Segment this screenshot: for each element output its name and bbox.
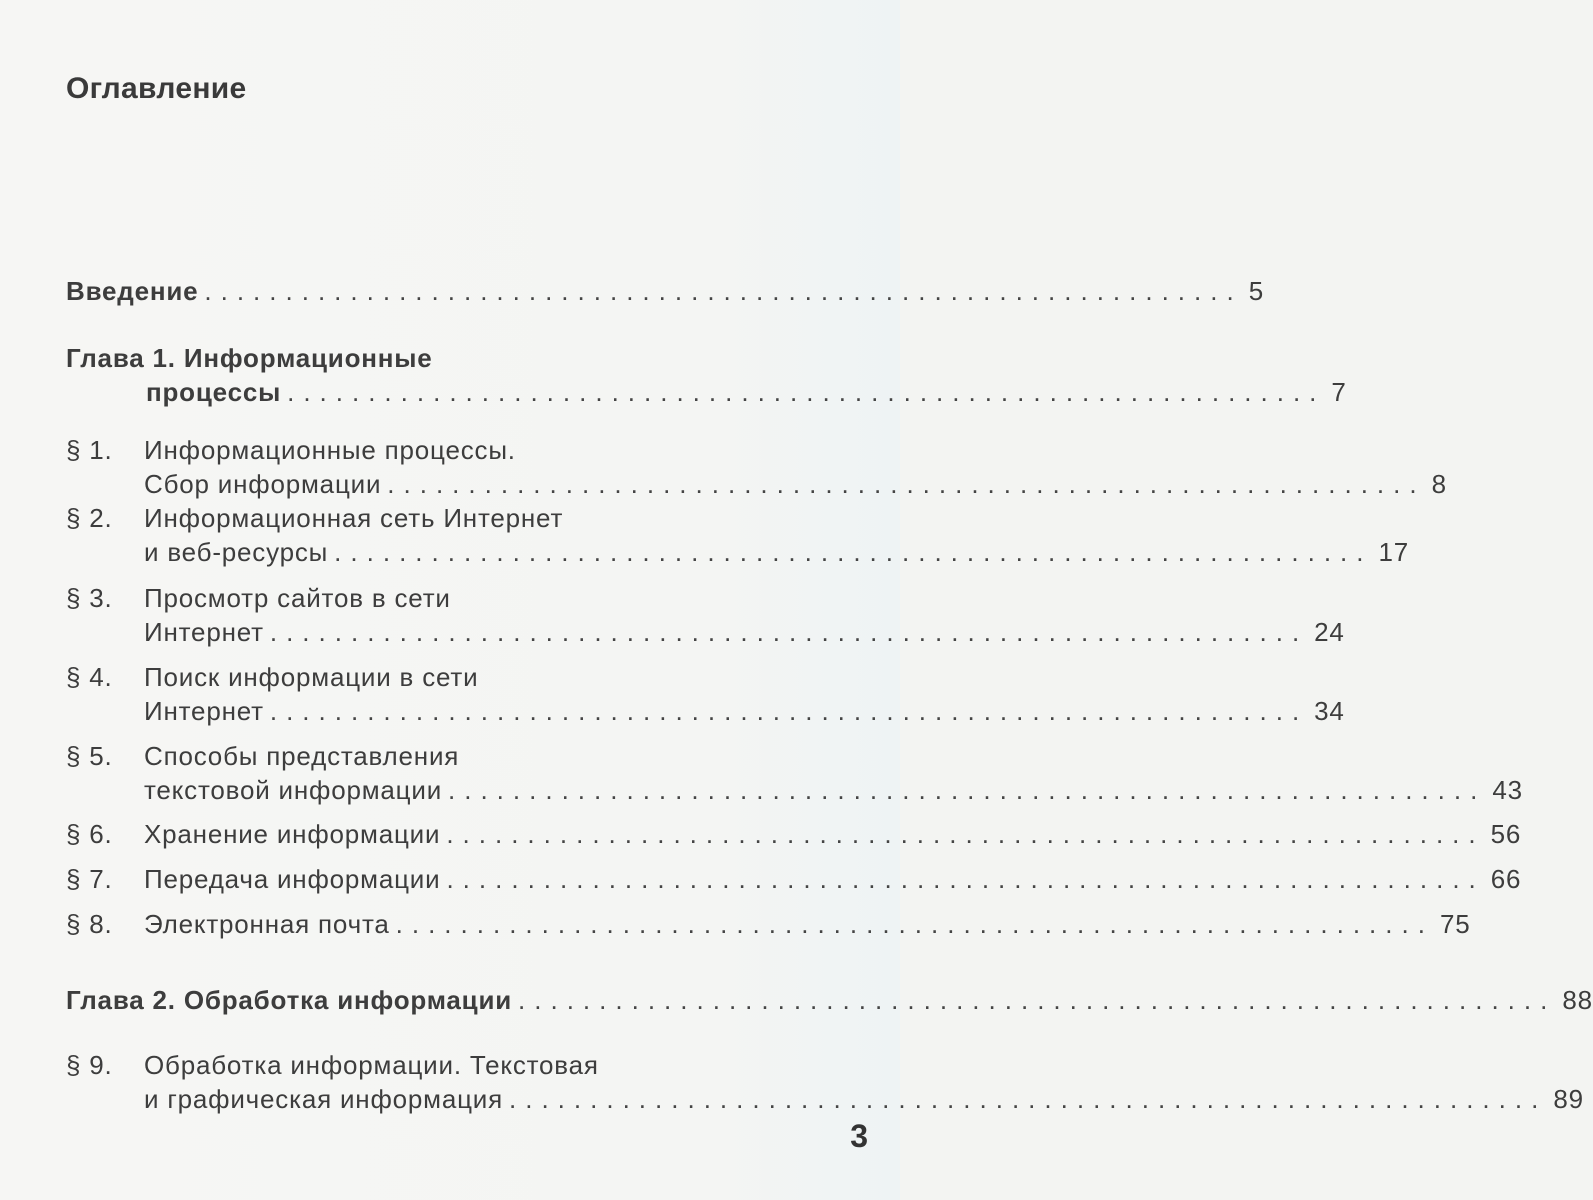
leader-dots: ................................................................ — [448, 775, 1487, 805]
toc-page-number: 56 — [1490, 819, 1522, 849]
toc-entry-section-2[interactable] — [66, 503, 1410, 571]
section-title-cont: и графическая информация — [144, 1084, 504, 1114]
toc-page-number: 8 — [1431, 469, 1447, 499]
leader-dots: ................................................................ — [446, 864, 1485, 894]
section-number: § 8. — [66, 909, 113, 939]
section-title: Поиск информации в сети — [144, 662, 479, 692]
section-title-cont: и веб-ресурсы — [144, 537, 329, 567]
toc-page-number: 24 — [1314, 617, 1345, 647]
leader-dots: ................................................................ — [509, 1084, 1548, 1114]
leader-dots: ................................................................ — [387, 469, 1426, 499]
section-title: Электронная почта — [144, 909, 390, 939]
leader-dots: ................................................................ — [204, 276, 1243, 306]
leader-dots: ................................................................ — [395, 909, 1434, 939]
section-title: Информационная сеть Интернет — [144, 503, 564, 533]
toc-page-number: 88 — [1562, 985, 1593, 1015]
page-number: 3 — [850, 1118, 868, 1154]
toc-entry-chapter-2[interactable] — [66, 985, 1593, 1019]
section-number: § 2. — [66, 503, 113, 533]
leader-dots: ................................................................ — [287, 377, 1326, 407]
toc-entry-section-9[interactable] — [66, 1050, 1584, 1118]
toc-chapter-title-cont: процессы — [146, 377, 282, 407]
section-number: § 7. — [66, 864, 113, 894]
toc-entry-section-5[interactable] — [66, 741, 1523, 809]
toc-entry-section-7[interactable] — [66, 864, 1522, 898]
leader-dots: ................................................................ — [269, 696, 1309, 726]
toc-entry-chapter-1[interactable] — [66, 343, 1347, 411]
toc-page-number: 75 — [1439, 909, 1471, 939]
leader-dots: ................................................................ — [518, 985, 1557, 1015]
section-title: Просмотр сайтов в сети — [144, 583, 451, 613]
toc-entry-section-1[interactable] — [66, 435, 1447, 503]
leader-dots: ................................................................ — [334, 537, 1373, 567]
section-title-cont: Сбор информации — [144, 469, 382, 499]
toc-page-number: 89 — [1553, 1084, 1584, 1114]
toc-entry-section-3[interactable] — [66, 583, 1345, 651]
toc-entry-section-4[interactable] — [66, 662, 1345, 730]
toc-entry-title: Введение — [66, 276, 199, 306]
toc-chapter-title: Глава 1. Информационные — [66, 343, 433, 373]
toc-entry-section-6[interactable] — [66, 819, 1522, 853]
toc-page-number: 5 — [1248, 276, 1264, 306]
section-title-cont: текстовой информации — [144, 775, 443, 805]
section-title: Способы представления — [144, 741, 460, 771]
section-number: § 6. — [66, 819, 113, 849]
page-title: Оглавление — [66, 72, 247, 105]
toc-chapter-title: Глава 2. Обработка информации — [66, 985, 513, 1015]
section-number: § 1. — [66, 435, 113, 465]
leader-dots: ................................................................ — [269, 617, 1309, 647]
section-title: Передача информации — [144, 864, 441, 894]
toc-page-number: 34 — [1314, 696, 1345, 726]
section-title: Информационные процессы. — [144, 435, 516, 465]
section-title: Хранение информации — [144, 819, 441, 849]
section-number: § 9. — [66, 1050, 113, 1080]
section-title-cont: Интернет — [144, 617, 264, 647]
toc-entry-intro[interactable] — [66, 276, 1264, 310]
section-number: § 4. — [66, 662, 113, 692]
toc-page-number: 43 — [1492, 775, 1523, 805]
section-number: § 3. — [66, 583, 113, 613]
toc-page-number: 17 — [1378, 537, 1410, 567]
toc-page-number: 7 — [1331, 377, 1347, 407]
toc-page-number: 66 — [1490, 864, 1522, 894]
section-title-cont: Интернет — [144, 696, 264, 726]
section-number: § 5. — [66, 741, 113, 771]
toc-entry-section-8[interactable] — [66, 909, 1471, 943]
section-title: Обработка информации. Текстовая — [144, 1050, 599, 1080]
leader-dots: ................................................................ — [446, 819, 1485, 849]
